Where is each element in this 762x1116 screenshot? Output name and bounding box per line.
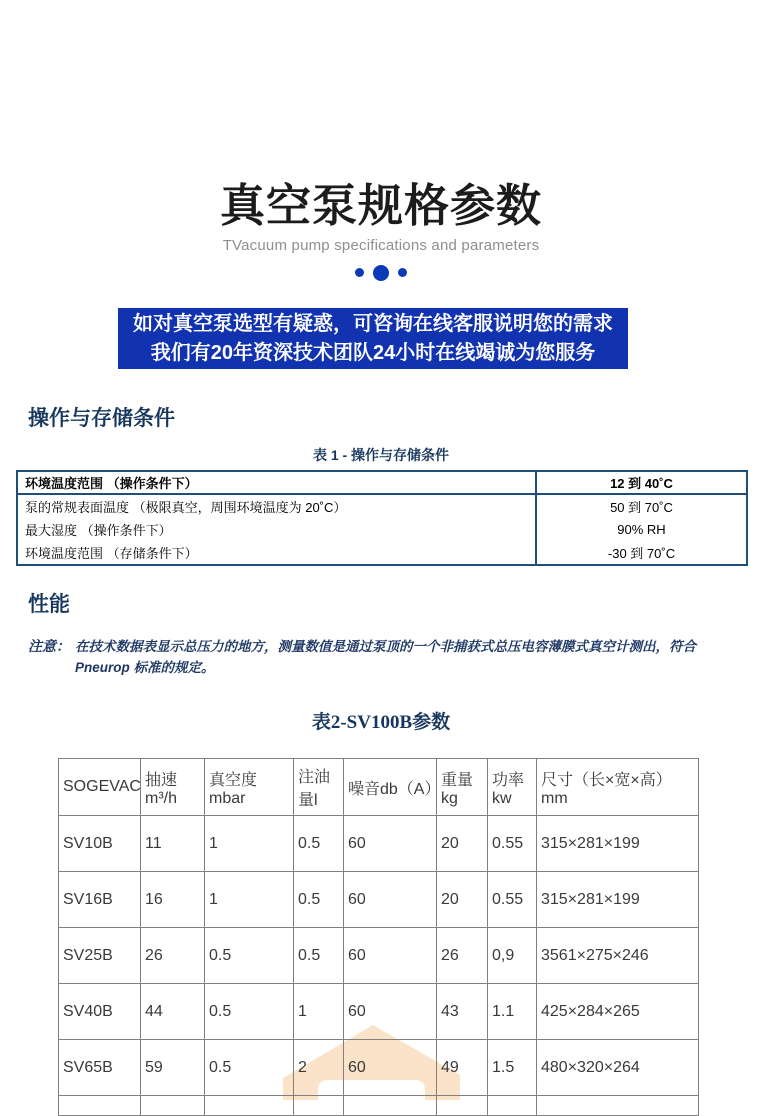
note-label: 注意： xyxy=(28,638,70,654)
table-row xyxy=(18,472,746,495)
cell-dimensions: 3561×275×246 xyxy=(537,928,699,984)
spec-row-sv65b xyxy=(59,1040,699,1096)
col-header-noise: 噪音db（A） xyxy=(344,759,437,816)
cell-weight: 43 xyxy=(437,984,488,1040)
cell-vacuum: 0.5 xyxy=(205,1040,294,1096)
cell-weight: 20 xyxy=(437,816,488,872)
condition-value: 12 到 40˚C xyxy=(535,472,746,493)
cell-oil: 0.5 xyxy=(294,816,344,872)
cell-model: SV25B xyxy=(59,928,141,984)
cell-vacuum: 1 xyxy=(205,816,294,872)
spec-header-row xyxy=(59,759,699,816)
condition-value: -30 到 70˚C xyxy=(535,541,746,564)
consult-banner-line2: 我们有20年资深技术团队24小时在线竭诚为您服务 xyxy=(150,341,596,364)
cell-power: 0,9 xyxy=(488,928,537,984)
section-heading-operating: 操作与存储条件 xyxy=(28,407,175,430)
cell-oil: 1 xyxy=(294,984,344,1040)
cell-weight: 49 xyxy=(437,1040,488,1096)
cell-model: SV10B xyxy=(59,816,141,872)
cell-noise: 60 xyxy=(344,984,437,1040)
cell-dimensions: 425×284×265 xyxy=(537,984,699,1040)
cell-dimensions: 315×281×199 xyxy=(537,872,699,928)
cell-speed: 44 xyxy=(141,984,205,1040)
cell-vacuum: 1 xyxy=(205,872,294,928)
condition-label: 环境温度范围 （操作条件下） xyxy=(25,476,198,491)
cell-weight: 26 xyxy=(437,928,488,984)
table2-caption: 表2-SV100B参数 xyxy=(311,712,451,733)
cell-speed: 26 xyxy=(141,928,205,984)
cell-power: 1.5 xyxy=(488,1040,537,1096)
spec-row-sv10b xyxy=(59,816,699,872)
cell-dimensions: 315×281×199 xyxy=(537,816,699,872)
col-header-vacuum: 真空度mbar xyxy=(205,759,294,816)
dot-icon xyxy=(398,268,407,277)
note-body xyxy=(75,636,696,678)
cell-power: 1.1 xyxy=(488,984,537,1040)
spec-row-partial xyxy=(59,1096,699,1116)
cell-speed: 16 xyxy=(141,872,205,928)
title-block xyxy=(0,181,762,281)
spec-row-sv16b xyxy=(59,872,699,928)
section-heading-performance: 性能 xyxy=(28,593,70,616)
dot-icon xyxy=(373,265,389,281)
cell-oil: 0.5 xyxy=(294,928,344,984)
spec-row-sv25b xyxy=(59,928,699,984)
cell-power: 0.55 xyxy=(488,872,537,928)
table-row xyxy=(18,541,746,564)
cell-noise: 60 xyxy=(344,872,437,928)
cell-noise: 60 xyxy=(344,928,437,984)
cell-speed: 11 xyxy=(141,816,205,872)
table-row xyxy=(18,495,746,518)
note-line1: 在技术数据表显示总压力的地方，测量数值是通过泵顶的一个非捕获式总压电容薄膜式真空计测出，符合 xyxy=(75,639,696,654)
page-title: 真空泵规格参数 xyxy=(219,180,542,231)
condition-label: 最大湿度 （操作条件下） xyxy=(25,523,172,538)
cell-model: SV40B xyxy=(59,984,141,1040)
col-header-oil: 注油量l xyxy=(294,759,344,816)
table1-caption: 表 1 - 操作与存储条件 xyxy=(312,447,450,463)
cell-model: SV16B xyxy=(59,872,141,928)
condition-label: 环境温度范围 （存储条件下） xyxy=(25,546,198,561)
dot-icon xyxy=(355,268,364,277)
condition-value: 50 到 70˚C xyxy=(535,495,746,518)
cell-power: 0.55 xyxy=(488,816,537,872)
col-header-dimensions: 尺寸（长×宽×高）mm xyxy=(537,759,699,816)
cell-weight: 20 xyxy=(437,872,488,928)
cell-oil: 0.5 xyxy=(294,872,344,928)
cell-dimensions: 480×320×264 xyxy=(537,1040,699,1096)
col-header-weight: 重量kg xyxy=(437,759,488,816)
condition-value: 90% RH xyxy=(535,518,746,541)
cell-vacuum: 0.5 xyxy=(205,984,294,1040)
cell-speed: 59 xyxy=(141,1040,205,1096)
col-header-model: SOGEVAC xyxy=(59,759,141,816)
table-row xyxy=(18,518,746,541)
cell-noise: 60 xyxy=(344,816,437,872)
operating-conditions-table xyxy=(16,470,748,566)
cell-vacuum: 0.5 xyxy=(205,928,294,984)
note-line2: Pneurop 标准的规定。 xyxy=(75,660,215,675)
spec-table xyxy=(58,758,699,1116)
performance-note xyxy=(28,636,728,678)
cell-noise: 60 xyxy=(344,1040,437,1096)
cell-oil: 2 xyxy=(294,1040,344,1096)
spec-row-sv40b xyxy=(59,984,699,1040)
condition-label: 泵的常规表面温度 （极限真空，周围环境温度为 20˚C） xyxy=(25,500,347,515)
decorative-dots xyxy=(0,265,762,281)
consult-banner xyxy=(118,308,628,369)
page-subtitle: TVacuum pump specifications and parameters xyxy=(222,236,540,254)
col-header-power: 功率kw xyxy=(488,759,537,816)
col-header-pumping-speed: 抽速m³/h xyxy=(141,759,205,816)
cell-model: SV65B xyxy=(59,1040,141,1096)
consult-banner-line1: 如对真空泵选型有疑惑，可咨询在线客服说明您的需求 xyxy=(133,312,613,335)
